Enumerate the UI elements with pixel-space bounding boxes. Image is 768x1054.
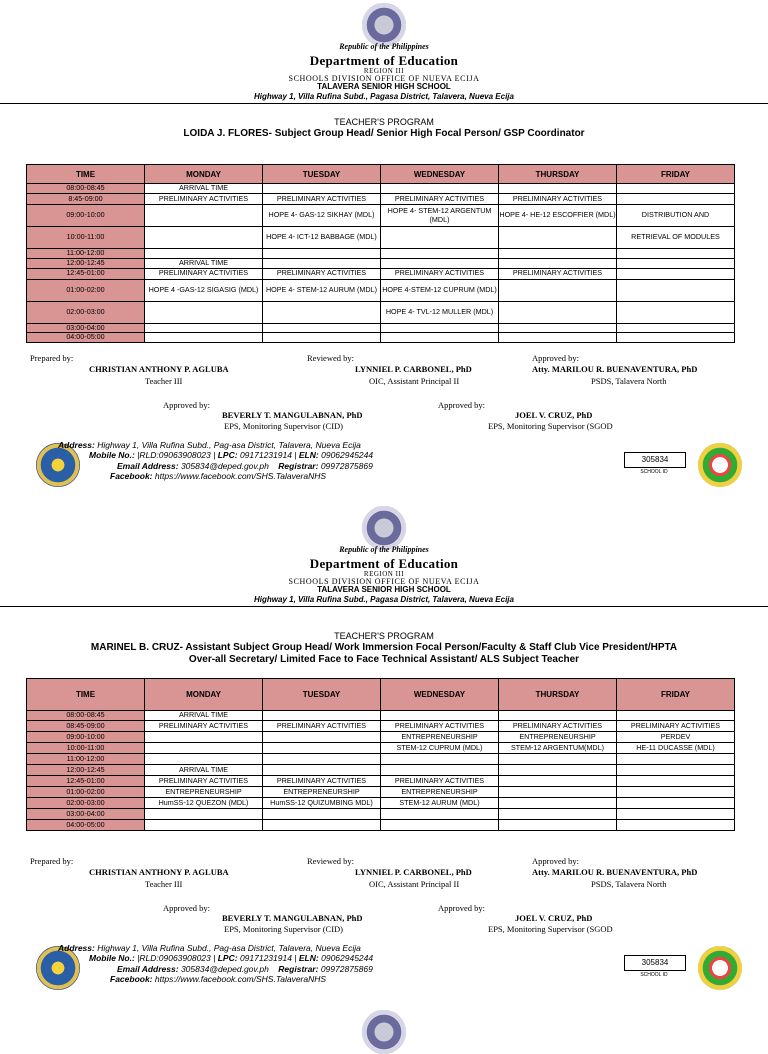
schedule-cell <box>381 711 499 721</box>
deped-seal-icon <box>362 1010 406 1054</box>
schedule-cell <box>381 249 499 259</box>
schedule-cell <box>499 184 617 194</box>
prepared-label: Prepared by: <box>30 856 74 866</box>
header-divider <box>0 606 768 607</box>
time-cell: 10:00-11:00 <box>27 743 145 754</box>
schedule-cell: HE-11 DUCASSE (MDL) <box>617 743 735 754</box>
schedule-cell <box>381 333 499 343</box>
schedule-cell <box>499 711 617 721</box>
table-row <box>27 333 735 343</box>
department-title: Department of Education <box>309 53 459 68</box>
time-cell: 01:00-02:00 <box>27 279 145 301</box>
approved-label: Approved by: <box>438 903 485 913</box>
approved2-title: EPS, Monitoring Supervisor (CID) <box>224 924 343 934</box>
schedule-cell <box>499 754 617 765</box>
schedule-cell: HOPE 4- STEM-12 AURUM (MDL) <box>263 279 381 301</box>
time-cell: 10:00-11:00 <box>27 227 145 249</box>
schedule-cell: ARRIVAL TIME <box>145 711 263 721</box>
schedule-cell <box>617 184 735 194</box>
schedule-cell <box>617 765 735 776</box>
table-row <box>27 776 735 787</box>
time-cell: 12:00-12:45 <box>27 765 145 776</box>
school-name: TALAVERA SENIOR HIGH SCHOOL <box>317 82 451 91</box>
schedule-cell: ENTREPRENEURSHIP <box>381 787 499 798</box>
table-row <box>27 787 735 798</box>
department-title: Department of Education <box>309 556 459 571</box>
schedule-cell <box>145 820 263 831</box>
schedule-cell <box>617 798 735 809</box>
schedule-cell <box>263 249 381 259</box>
schedule-cell <box>617 787 735 798</box>
schedule-cell: ENTREPRENEURSHIP <box>145 787 263 798</box>
schedule-cell <box>617 301 735 323</box>
schedule-cell: PRELIMINARY ACTIVITIES <box>381 721 499 732</box>
schedule-cell <box>499 249 617 259</box>
partner-logo-icon <box>698 443 742 487</box>
schedule-cell: HOPE 4- STEM-12 ARGENTUM (MDL) <box>381 205 499 227</box>
schedule-cell: PRELIMINARY ACTIVITIES <box>499 194 617 205</box>
time-cell: 11:00-12:00 <box>27 754 145 765</box>
day-header-monday: MONDAY <box>145 165 263 184</box>
schedule-cell: ENTREPRENEURSHIP <box>263 787 381 798</box>
day-header-wednesday: WEDNESDAY <box>381 679 499 711</box>
schedule-cell: PRELIMINARY ACTIVITIES <box>145 268 263 279</box>
day-header-monday: MONDAY <box>145 679 263 711</box>
approved-label: Approved by: <box>163 400 210 410</box>
time-cell: 08:00-08:45 <box>27 711 145 721</box>
time-cell: 04:00-05:00 <box>27 333 145 343</box>
time-cell: 8:45-09:00 <box>27 194 145 205</box>
approved2-name: BEVERLY T. MANGULABNAN, PhD <box>222 410 363 420</box>
schedule-cell <box>145 301 263 323</box>
schedule-cell: RETRIEVAL OF MODULES <box>617 227 735 249</box>
program-label: TEACHER'S PROGRAM <box>334 117 434 127</box>
schedule-table <box>26 164 735 343</box>
schedule-cell <box>617 776 735 787</box>
reviewed-title: OIC, Assistant Principal II <box>369 879 460 889</box>
footer-facebook: Facebook: https://www.facebook.com/SHS.TalaveraNHS <box>110 471 327 481</box>
approved1-title: PSDS, Talavera North <box>591 879 667 889</box>
schedule-cell <box>263 184 381 194</box>
region-text: REGION III <box>363 67 405 75</box>
schedule-cell <box>263 301 381 323</box>
schedule-cell <box>381 323 499 333</box>
approved3-name: JOEL V. CRUZ, PhD <box>515 913 593 923</box>
school-name: TALAVERA SENIOR HIGH SCHOOL <box>317 585 451 594</box>
schedule-cell: ARRIVAL TIME <box>145 258 263 268</box>
day-header-wednesday: WEDNESDAY <box>381 165 499 184</box>
schedule-cell: PERDEV <box>617 732 735 743</box>
schedule-cell <box>381 820 499 831</box>
schedule-cell <box>381 765 499 776</box>
schedule-cell: PRELIMINARY ACTIVITIES <box>499 721 617 732</box>
schedule-cell: PRELIMINARY ACTIVITIES <box>145 721 263 732</box>
table-row <box>27 323 735 333</box>
approved1-title: PSDS, Talavera North <box>591 376 667 386</box>
time-cell: 03:00-04:00 <box>27 809 145 820</box>
table-header-row <box>27 165 735 184</box>
school-id-box: 305834 <box>624 955 686 971</box>
schedule-cell <box>263 754 381 765</box>
schedule-cell <box>263 820 381 831</box>
schedule-cell <box>617 268 735 279</box>
republic-text: Republic of the Philippines <box>339 545 429 554</box>
table-row <box>27 754 735 765</box>
school-address: Highway 1, Villa Rufina Subd., Pagasa District, Talavera, Nueva Ecija <box>254 595 514 604</box>
sdo-text: SCHOOLS DIVISION OFFICE OF NUEVA ECIJA <box>288 577 480 586</box>
schedule-cell <box>499 258 617 268</box>
approved2-name: BEVERLY T. MANGULABNAN, PhD <box>222 913 363 923</box>
school-id-label: SCHOOL ID <box>640 972 668 978</box>
schedule-cell <box>499 798 617 809</box>
schedule-cell <box>617 809 735 820</box>
schedule-cell: PRELIMINARY ACTIVITIES <box>381 776 499 787</box>
schedule-cell <box>617 820 735 831</box>
schedule-cell <box>499 323 617 333</box>
schedule-cell: PRELIMINARY ACTIVITIES <box>263 268 381 279</box>
schedule-cell: PRELIMINARY ACTIVITIES <box>381 194 499 205</box>
schedule-cell: PRELIMINARY ACTIVITIES <box>263 721 381 732</box>
schedule-cell <box>381 258 499 268</box>
prepared-title: Teacher III <box>145 376 183 386</box>
table-row <box>27 194 735 205</box>
schedule-cell: PRELIMINARY ACTIVITIES <box>145 776 263 787</box>
time-cell: 12:00-12:45 <box>27 258 145 268</box>
table-row <box>27 249 735 259</box>
schedule-cell <box>499 809 617 820</box>
table-row <box>27 798 735 809</box>
table-row <box>27 227 735 249</box>
program-label: TEACHER'S PROGRAM <box>334 631 434 641</box>
schedule-cell: STEM-12 AURUM (MDL) <box>381 798 499 809</box>
schedule-cell <box>263 258 381 268</box>
schedule-cell <box>381 809 499 820</box>
day-header-friday: FRIDAY <box>617 165 735 184</box>
schedule-cell <box>499 301 617 323</box>
schedule-cell <box>263 732 381 743</box>
time-cell: 02:00-03:00 <box>27 798 145 809</box>
footer-facebook: Facebook: https://www.facebook.com/SHS.TalaveraNHS <box>110 974 327 984</box>
time-cell: 11:00-12:00 <box>27 249 145 259</box>
schedule-cell <box>145 732 263 743</box>
schedule-cell <box>263 333 381 343</box>
time-cell: 09:00-10:00 <box>27 732 145 743</box>
footer-email: Email Address: 305834@deped.gov.ph Registrar: 09972875869 <box>117 461 373 471</box>
table-row <box>27 732 735 743</box>
teacher-name: LOIDA J. FLORES- Subject Group Head/ Senior High Focal Person/ GSP Coordinator <box>183 128 585 139</box>
schedule-cell: HOPE 4- ICT-12 BABBAGE (MDL) <box>263 227 381 249</box>
time-cell: 03:00-04:00 <box>27 323 145 333</box>
schedule-cell <box>145 249 263 259</box>
table-row <box>27 743 735 754</box>
footer-address: Address: Highway 1, Villa Rufina Subd., Pag-asa District, Talavera, Nueva Ecija <box>58 943 361 953</box>
day-header-tuesday: TUESDAY <box>263 165 381 184</box>
schedule-cell: PRELIMINARY ACTIVITIES <box>617 721 735 732</box>
schedule-cell <box>617 258 735 268</box>
day-header-friday: FRIDAY <box>617 679 735 711</box>
approved2-title: EPS, Monitoring Supervisor (CID) <box>224 421 343 431</box>
deped-seal-icon <box>362 506 406 550</box>
schedule-cell: HOPE 4- TVL-12 MULLER (MDL) <box>381 301 499 323</box>
schedule-cell <box>263 809 381 820</box>
time-cell: 09:00-10:00 <box>27 205 145 227</box>
schedule-cell: ARRIVAL TIME <box>145 184 263 194</box>
table-row <box>27 809 735 820</box>
schedule-cell <box>499 333 617 343</box>
reviewed-name: LYNNIEL P. CARBONEL, PhD <box>355 364 472 374</box>
time-cell: 04:00-05:00 <box>27 820 145 831</box>
schedule-cell <box>145 227 263 249</box>
approved3-title: EPS, Monitoring Supervisor (SGOD <box>488 421 613 431</box>
footer-mobile: Mobile No.: |RLD:09063908023 | LPC: 09171231914 | ELN: 09062945244 <box>89 450 374 460</box>
schedule-cell <box>145 743 263 754</box>
table-row <box>27 279 735 301</box>
footer-address: Address: Highway 1, Villa Rufina Subd., Pag-asa District, Talavera, Nueva Ecija <box>58 440 361 450</box>
schedule-cell <box>145 323 263 333</box>
table-row <box>27 258 735 268</box>
schedule-cell <box>617 323 735 333</box>
approved-label: Approved by: <box>163 903 210 913</box>
schedule-cell: PRELIMINARY ACTIVITIES <box>263 776 381 787</box>
reviewed-name: LYNNIEL P. CARBONEL, PhD <box>355 867 472 877</box>
approved3-title: EPS, Monitoring Supervisor (SGOD <box>488 924 613 934</box>
teacher-name-line2: Over-all Secretary/ Limited Face to Face Technical Assistant/ ALS Subject Teacher <box>188 654 580 665</box>
school-address: Highway 1, Villa Rufina Subd., Pagasa District, Talavera, Nueva Ecija <box>254 92 514 101</box>
schedule-cell: HOPE 4- HE-12 ESCOFFIER (MDL) <box>499 205 617 227</box>
schedule-cell <box>617 279 735 301</box>
schedule-cell <box>263 743 381 754</box>
approved-label: Approved by: <box>532 353 579 363</box>
schedule-cell <box>263 323 381 333</box>
reviewed-title: OIC, Assistant Principal II <box>369 376 460 386</box>
school-id-label: SCHOOL ID <box>640 469 668 475</box>
schedule-cell: HumSS-12 QUIZUMBING MDL) <box>263 798 381 809</box>
time-cell: 12:45-01:00 <box>27 776 145 787</box>
schedule-cell <box>499 279 617 301</box>
schedule-cell: PRELIMINARY ACTIVITIES <box>263 194 381 205</box>
schedule-cell: PRELIMINARY ACTIVITIES <box>381 268 499 279</box>
schedule-cell <box>617 711 735 721</box>
schedule-cell <box>381 754 499 765</box>
deped-seal-icon <box>362 3 406 47</box>
day-header-thursday: THURSDAY <box>499 679 617 711</box>
schedule-cell <box>499 787 617 798</box>
time-cell: 12:45-01:00 <box>27 268 145 279</box>
schedule-cell: PRELIMINARY ACTIVITIES <box>499 268 617 279</box>
reviewed-label: Reviewed by: <box>307 353 354 363</box>
approved-label: Approved by: <box>532 856 579 866</box>
schedule-cell: ENTREPRENEURSHIP <box>381 732 499 743</box>
reviewed-label: Reviewed by: <box>307 856 354 866</box>
table-row <box>27 301 735 323</box>
approved3-name: JOEL V. CRUZ, PhD <box>515 410 593 420</box>
schedule-cell: ENTREPRENEURSHIP <box>499 732 617 743</box>
prepared-name: CHRISTIAN ANTHONY P. AGLUBA <box>89 867 229 877</box>
schedule-cell <box>499 820 617 831</box>
table-row <box>27 820 735 831</box>
schedule-cell: HOPE 4-STEM-12 CUPRUM (MDL) <box>381 279 499 301</box>
schedule-cell: ARRIVAL TIME <box>145 765 263 776</box>
table-row <box>27 765 735 776</box>
time-cell: 02:00-03:00 <box>27 301 145 323</box>
schedule-cell <box>617 333 735 343</box>
day-header-time: TIME <box>27 165 145 184</box>
approved1-name: Atty. MARILOU R. BUENAVENTURA, PhD <box>532 867 698 877</box>
schedule-cell: HOPE 4- GAS-12 SIKHAY (MDL) <box>263 205 381 227</box>
schedule-cell <box>617 194 735 205</box>
schedule-cell <box>381 227 499 249</box>
header-divider <box>0 103 768 104</box>
schedule-cell: PRELIMINARY ACTIVITIES <box>145 194 263 205</box>
prepared-title: Teacher III <box>145 879 183 889</box>
republic-text: Republic of the Philippines <box>339 42 429 51</box>
time-cell: 01:00-02:00 <box>27 787 145 798</box>
table-row <box>27 721 735 732</box>
time-cell: 08:45-09:00 <box>27 721 145 732</box>
schedule-cell <box>617 754 735 765</box>
prepared-label: Prepared by: <box>30 353 74 363</box>
schedule-cell: HumSS-12 QUEZON (MDL) <box>145 798 263 809</box>
schedule-cell: DISTRIBUTION AND <box>617 205 735 227</box>
footer-mobile: Mobile No.: |RLD:09063908023 | LPC: 09171231914 | ELN: 09062945244 <box>89 953 374 963</box>
table-header-row <box>27 679 735 711</box>
schedule-cell <box>263 765 381 776</box>
table-row <box>27 205 735 227</box>
prepared-name: CHRISTIAN ANTHONY P. AGLUBA <box>89 364 229 374</box>
sdo-text: SCHOOLS DIVISION OFFICE OF NUEVA ECIJA <box>288 74 480 83</box>
day-header-tuesday: TUESDAY <box>263 679 381 711</box>
schedule-table <box>26 678 735 831</box>
schedule-cell <box>499 765 617 776</box>
schedule-cell: STEM-12 ARGENTUM(MDL) <box>499 743 617 754</box>
table-row <box>27 711 735 721</box>
approved1-name: Atty. MARILOU R. BUENAVENTURA, PhD <box>532 364 698 374</box>
day-header-thursday: THURSDAY <box>499 165 617 184</box>
schedule-cell <box>145 333 263 343</box>
schedule-cell <box>145 205 263 227</box>
table-row <box>27 268 735 279</box>
schedule-cell <box>617 249 735 259</box>
school-id-box: 305834 <box>624 452 686 468</box>
footer-email: Email Address: 305834@deped.gov.ph Registrar: 09972875869 <box>117 964 373 974</box>
schedule-cell <box>263 711 381 721</box>
day-header-time: TIME <box>27 679 145 711</box>
schedule-cell: HOPE 4 -GAS-12 SIGASIG (MDL) <box>145 279 263 301</box>
table-row <box>27 184 735 194</box>
region-text: REGION III <box>363 570 405 578</box>
approved-label: Approved by: <box>438 400 485 410</box>
schedule-cell: STEM-12 CUPRUM (MDL) <box>381 743 499 754</box>
partner-logo-icon <box>698 946 742 990</box>
schedule-cell <box>381 184 499 194</box>
time-cell: 08:00-08:45 <box>27 184 145 194</box>
schedule-cell <box>499 227 617 249</box>
schedule-cell <box>499 776 617 787</box>
schedule-cell <box>145 754 263 765</box>
teacher-name-line1: MARINEL B. CRUZ- Assistant Subject Group Head/ Work Immersion Focal Person/Faculty & Staff Club Vice President/HPTA <box>90 642 678 653</box>
schedule-cell <box>145 809 263 820</box>
